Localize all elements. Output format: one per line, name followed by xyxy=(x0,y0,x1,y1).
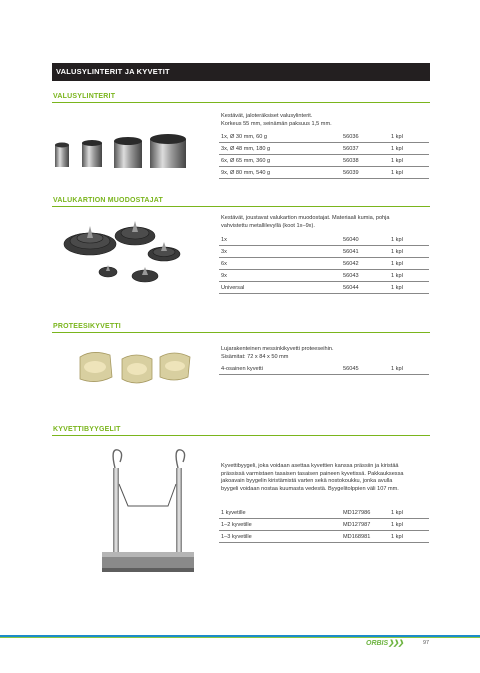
product-name: 1x xyxy=(219,234,341,246)
desc-line: byygeli voidaan nostaa kuumasta vedestä. Byygelitolppien väli 107 mm. xyxy=(221,485,399,492)
desc-line: Lujarakenteinen messinkikyvetti proteeseihin. xyxy=(221,346,334,352)
section-divider xyxy=(52,332,430,333)
product-name: Universal xyxy=(219,282,341,294)
product-qty: 1 kpl xyxy=(389,155,429,167)
product-name: 9x, Ø 80 mm, 540 g xyxy=(219,167,341,179)
table-row xyxy=(219,246,429,258)
section-divider xyxy=(52,206,430,207)
section-title-proteesikyvetti: PROTEESIKYVETTI xyxy=(53,323,121,330)
casting-cylinders-image xyxy=(52,133,192,175)
product-code: MD127986 xyxy=(341,507,389,519)
section-description xyxy=(221,113,426,128)
product-table-proteesikyvetti xyxy=(219,363,429,375)
product-code: 56036 xyxy=(341,131,389,143)
product-code: 56037 xyxy=(341,143,389,155)
section-title-valukartion-muodostajat: VALUKARTION MUODOSTAJAT xyxy=(53,197,163,204)
product-qty: 1 kpl xyxy=(389,270,429,282)
product-code: MD127987 xyxy=(341,519,389,531)
page-title: VALUSYLINTERIT JA KYVETIT xyxy=(56,67,170,76)
product-code: MD168981 xyxy=(341,531,389,543)
desc-line: Kyvettibyygeli, joka voidaan asettaa kyvettien kanssa prässiin ja kiristää xyxy=(221,463,399,469)
table-row xyxy=(219,143,429,155)
product-qty: 1 kpl xyxy=(389,167,429,179)
table-row xyxy=(219,270,429,282)
table-row xyxy=(219,531,429,543)
page-number: 97 xyxy=(423,640,430,646)
desc-line: vahvistettu metallilevyllä (koot 1x–9x). xyxy=(221,222,315,229)
product-table-kyvettibyygelit xyxy=(219,507,429,543)
product-code: 56044 xyxy=(341,282,389,294)
orbis-logo xyxy=(366,639,403,647)
section-description xyxy=(221,215,426,230)
desc-line: Korkeus 55 mm, seinämän paksuus 1,5 mm. xyxy=(221,120,332,127)
product-code: 56042 xyxy=(341,258,389,270)
desc-line: Sisämitat: 72 x 84 x 50 mm xyxy=(221,353,289,360)
table-row xyxy=(219,258,429,270)
product-code: 56040 xyxy=(341,234,389,246)
desc-line: jakoavain byygelin kiristämistä varten sekä nostokoukku, jonka avulla xyxy=(221,478,393,485)
flask-press-bracket-image xyxy=(98,444,198,584)
product-code: 56041 xyxy=(341,246,389,258)
desc-line: Kestävät, joustavat valukartion muodostajat. Materiaali kumia, pohja xyxy=(221,215,390,221)
product-name: 4-osainen kyvetti xyxy=(219,363,341,375)
product-qty: 1 kpl xyxy=(389,234,429,246)
table-row xyxy=(219,155,429,167)
logo-arrows-icon: ❯❯❯ xyxy=(388,640,403,647)
product-name: 1 kyvetille xyxy=(219,507,341,519)
product-qty: 1 kpl xyxy=(389,131,429,143)
table-row xyxy=(219,363,429,375)
product-code: 56045 xyxy=(341,363,389,375)
product-name: 1x, Ø 30 mm, 60 g xyxy=(219,131,341,143)
product-qty: 1 kpl xyxy=(389,258,429,270)
product-table-valusylinterit xyxy=(219,131,429,179)
section-title-kyvettibyygelit: KYVETTIBYYGELIT xyxy=(53,426,121,433)
product-qty: 1 kpl xyxy=(389,246,429,258)
footer-rule-accent xyxy=(0,637,480,638)
table-row xyxy=(219,519,429,531)
product-qty: 1 kpl xyxy=(389,519,429,531)
table-row xyxy=(219,282,429,294)
title-bar xyxy=(52,63,430,81)
product-name: 9x xyxy=(219,270,341,282)
product-qty: 1 kpl xyxy=(389,282,429,294)
product-name: 1–3 kyvetille xyxy=(219,531,341,543)
table-row xyxy=(219,131,429,143)
section-title-valusylinterit: VALUSYLINTERIT xyxy=(53,93,116,100)
product-code: 56043 xyxy=(341,270,389,282)
product-name: 6x, Ø 65 mm, 360 g xyxy=(219,155,341,167)
product-name: 3x, Ø 48 mm, 180 g xyxy=(219,143,341,155)
product-qty: 1 kpl xyxy=(389,507,429,519)
prosthesis-flask-image xyxy=(74,347,194,389)
product-code: 56038 xyxy=(341,155,389,167)
table-row xyxy=(219,234,429,246)
product-qty: 1 kpl xyxy=(389,531,429,543)
section-divider xyxy=(52,435,430,436)
product-table-valukartion-muodostajat xyxy=(219,234,429,294)
desc-line: Kestävät, jaloteräksiset valusylinterit. xyxy=(221,113,313,119)
section-description xyxy=(221,463,426,493)
section-divider xyxy=(52,102,430,103)
product-qty: 1 kpl xyxy=(389,363,429,375)
product-code: 56039 xyxy=(341,167,389,179)
product-name: 6x xyxy=(219,258,341,270)
sprue-formers-image xyxy=(62,216,202,294)
desc-line: prässissä varmistaen tasaisen tasaisen paineen kyvetissä. Pakkauksessa xyxy=(221,470,404,477)
table-row xyxy=(219,507,429,519)
logo-text: ORBIS xyxy=(366,640,389,647)
product-name: 3x xyxy=(219,246,341,258)
section-description xyxy=(221,346,426,361)
product-qty: 1 kpl xyxy=(389,143,429,155)
table-row xyxy=(219,167,429,179)
product-name: 1–2 kyvetille xyxy=(219,519,341,531)
